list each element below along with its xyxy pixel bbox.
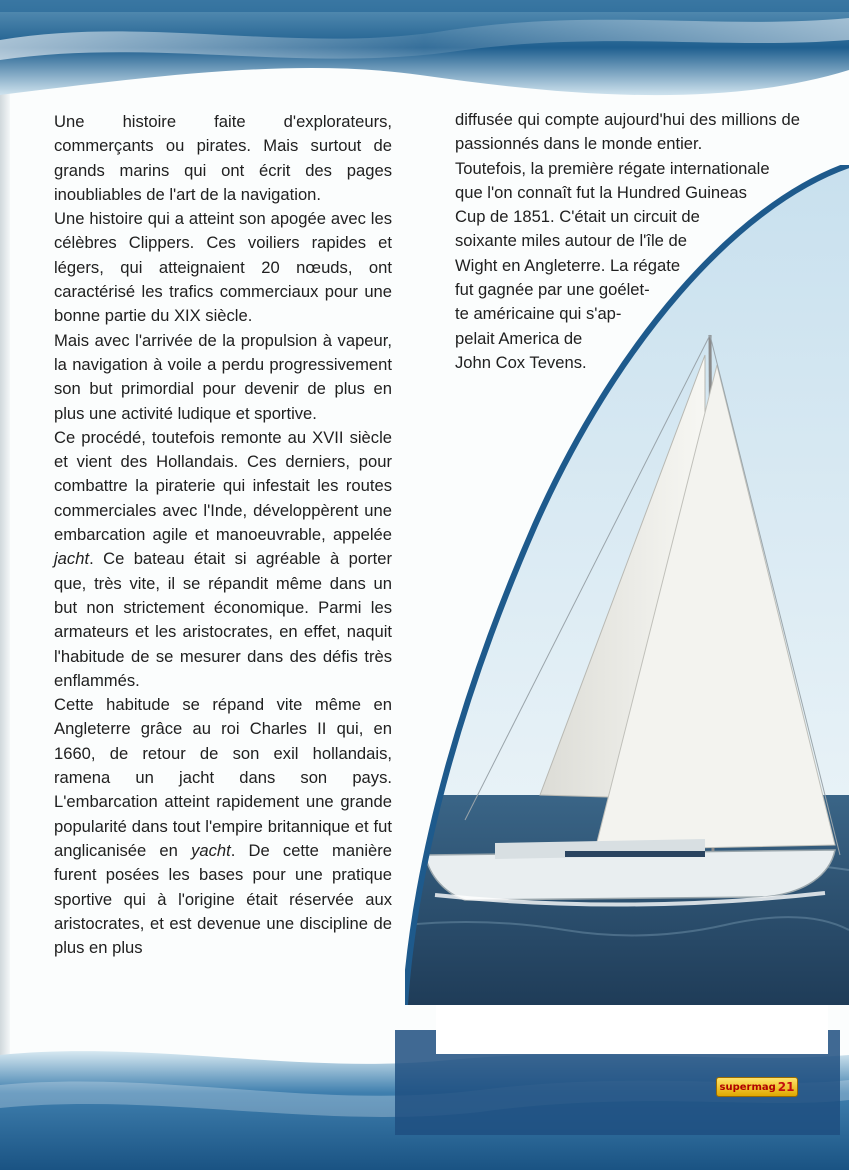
- page-number: 21: [777, 1080, 795, 1094]
- paragraph-5: [54, 693, 392, 960]
- paragraph-4-part-a: Ce procédé, toutefois remonte au XVII siècle et vient des Hollandais. Ces derniers, pour combattre la piraterie qui infestait les routes commerciales avec l'Inde, développèrent une embarcation agile et manoeuvrable, appelée: [54, 427, 392, 545]
- right-line-4: Cup de 1851. C'était un circuit de: [455, 207, 700, 227]
- top-wave-banner: [0, 0, 849, 120]
- right-line-5: soixante miles autour de l'île de: [455, 231, 687, 251]
- right-paragraph-1: diffusée qui compte aujourd'hui des millions de passionnés dans le monde entier.: [455, 110, 800, 154]
- right-line-8: te américaine qui s'ap-: [455, 304, 622, 324]
- right-line-6: Wight en Angleterre. La régate: [455, 255, 681, 275]
- yacht-italic: yacht: [191, 840, 231, 860]
- paragraph-4: [54, 426, 392, 693]
- left-text-column: [54, 110, 392, 960]
- paragraph-5-part-a: Cette habitude se répand vite même en Angleterre grâce au roi Charles II qui, en 1660, de retour de son exil hollandais, ramena un jacht dans son pays. L'embarcation atteint rapidement une grande popularité dans tout l'empire britannique et fut anglicanisée en: [54, 695, 392, 860]
- footer-white-box: [436, 1004, 828, 1054]
- paragraph-2: Une histoire qui a atteint son apogée avec les célèbres Clippers. Ces voiliers rapides et légers, qui atteignaient 20 nœuds, ont caractérisé les trafics commerciaux pour une bonne partie du XIX siècle.: [54, 209, 392, 326]
- scan-edge: [0, 0, 10, 1170]
- right-line-2: Toutefois, la première régate internationale: [455, 158, 770, 178]
- paragraph-5-part-b: . De cette manière furent posées les bases pour une pratique sportive qui à l'origine était réservée aux aristocrates, et est devenue une discipline de plus en plus: [54, 840, 392, 958]
- magazine-name: supermag: [719, 1081, 776, 1093]
- jacht-italic: jacht: [54, 549, 90, 569]
- right-text-column: [455, 108, 800, 375]
- right-line-7: fut gagnée par une goélet-: [455, 280, 650, 300]
- paragraph-3: Mais avec l'arrivée de la propulsion à vapeur, la navigation à voile a perdu progressivement son but primordial pour devenir de plus en plus une activité ludique et sportive.: [54, 330, 392, 423]
- right-line-3: que l'on connaît fut la Hundred Guineas: [455, 182, 747, 202]
- right-line-10: John Cox Tevens.: [455, 352, 587, 372]
- magazine-logo: [716, 1077, 798, 1097]
- paragraph-4-part-b: . Ce bateau était si agréable à porter que, très vite, il se répandit même dans un but non strictement économique. Parmi les armateurs et les aristocrates, en effet, naquit l'habitude de se mesurer dans des défis très enflammés.: [54, 549, 392, 690]
- paragraph-1: Une histoire faite d'explorateurs, commerçants ou pirates. Mais surtout de grands marins qui ont écrit des pages inoubliables de l'art de la navigation.: [54, 112, 392, 204]
- right-line-9: pelait America de: [455, 328, 583, 348]
